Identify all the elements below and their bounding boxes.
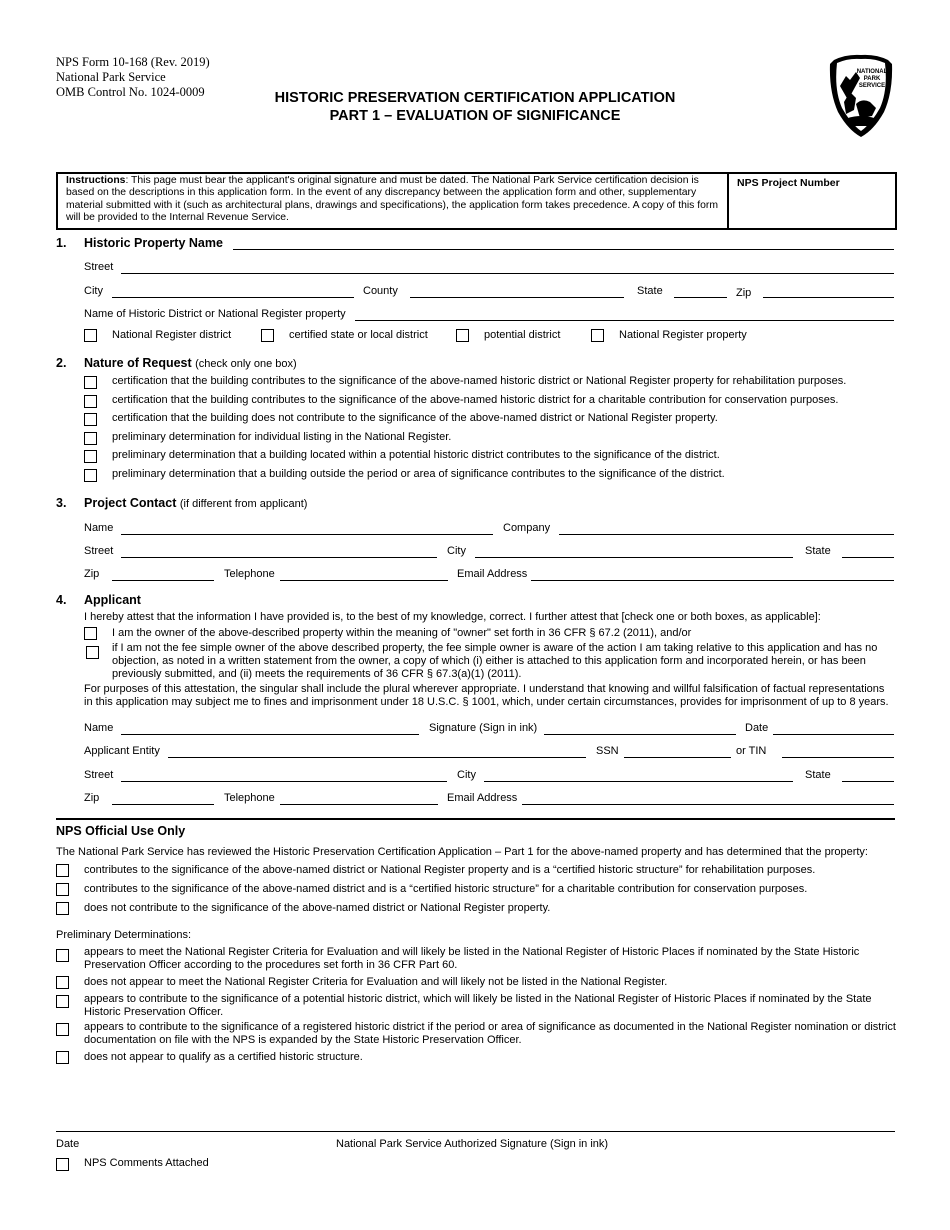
prelim-option-1-checkbox[interactable] <box>56 949 69 962</box>
applicant-street-label: Street <box>84 769 114 781</box>
state-label: State <box>637 285 663 297</box>
property-city-field[interactable] <box>112 297 354 298</box>
contact-email-label: Email Address <box>457 568 528 580</box>
instructions-text <box>66 175 721 225</box>
project-contact-note: (if different from applicant) <box>179 498 308 510</box>
preliminary-determinations-label: Preliminary Determinations: <box>56 929 192 941</box>
nps-arrowhead-logo <box>826 52 896 138</box>
request-option-4-label: preliminary determination for individual listing in the National Register. <box>112 431 452 443</box>
official-date-label: Date <box>56 1138 80 1150</box>
official-use-heading: NPS Official Use Only <box>56 824 186 838</box>
district-name-field[interactable] <box>355 320 894 321</box>
zip-label: Zip <box>736 287 752 299</box>
district-name-label: Name of Historic District or National Register property <box>84 308 346 320</box>
instructions-box <box>56 172 897 230</box>
applicant-state-label: State <box>805 769 831 781</box>
page-subtitle: PART 1 – EVALUATION OF SIGNIFICANCE <box>329 108 621 124</box>
request-option-3-label: certification that the building does not contribute to the significance of the above-named district or National Register property. <box>112 412 718 424</box>
contact-street-label: Street <box>84 545 114 557</box>
official-option-3-label: does not contribute to the significance of the above-named district or National Register property. <box>84 902 551 914</box>
property-zip-field[interactable] <box>763 297 894 298</box>
agency-name: National Park Service <box>56 70 166 84</box>
request-option-2-checkbox[interactable] <box>84 395 97 408</box>
official-option-2-label: contributes to the significance of the above-named district and is a “certified historic structure” for a charitable contribution for conservation purposes. <box>84 883 808 895</box>
historic-property-name-label: Historic Property Name <box>84 236 223 250</box>
request-option-6-checkbox[interactable] <box>84 469 97 482</box>
applicant-name-label: Name <box>84 722 114 734</box>
potential-district-checkbox[interactable] <box>456 329 469 342</box>
logo-text-service: SERVICE <box>858 83 886 89</box>
city-label: City <box>84 285 103 297</box>
property-state-field[interactable] <box>674 297 727 298</box>
official-option-1-checkbox[interactable] <box>56 864 69 877</box>
prelim-option-2-checkbox[interactable] <box>56 976 69 989</box>
national-register-district-label: National Register district <box>112 329 232 341</box>
certified-district-checkbox[interactable] <box>261 329 274 342</box>
tin-label: or TIN <box>736 745 767 757</box>
potential-district-label: potential district <box>484 329 561 341</box>
applicant-state-field[interactable] <box>842 781 894 782</box>
prelim-option-4-checkbox[interactable] <box>56 1023 69 1036</box>
page-title: HISTORIC PRESERVATION CERTIFICATION APPLICATION <box>274 90 676 106</box>
official-option-1-label: contributes to the significance of the above-named district or National Register property and is a “certified historic structure” for rehabilitation purposes. <box>84 864 816 876</box>
ssn-label: SSN <box>596 745 619 757</box>
fee-simple-statement: if I am not the fee simple owner of the above described property, the fee simple owner is aware of the action I am taking relative to this application and has no objection, as noted in a written statement from the owner, a copy of which (i) either is attached to this application form and incorporated herein, or has been previously submitted, and (ii) meets the requirements of 36 CFR § 67.3(a)(1) (2011). <box>112 642 878 680</box>
arrowhead-icon <box>826 52 896 138</box>
official-review-intro: The National Park Service has reviewed the Historic Preservation Certification Application – Part 1 for the above-named property and has determined that the property: <box>56 846 868 858</box>
official-signature-label: National Park Service Authorized Signature (Sign in ink) <box>336 1138 609 1150</box>
section-2-number: 2. <box>56 356 67 370</box>
prelim-option-5-checkbox[interactable] <box>56 1051 69 1064</box>
applicant-entity-label: Applicant Entity <box>84 745 160 757</box>
contact-telephone-field[interactable] <box>280 580 448 581</box>
applicant-signature-field[interactable] <box>544 734 736 735</box>
street-label: Street <box>84 261 114 273</box>
applicant-city-field[interactable] <box>484 781 793 782</box>
contact-street-field[interactable] <box>121 557 437 558</box>
fee-simple-checkbox[interactable] <box>86 646 99 659</box>
contact-city-field[interactable] <box>475 557 793 558</box>
applicant-signature-label: Signature (Sign in ink) <box>429 722 538 734</box>
request-option-6-label: preliminary determination that a building outside the period or area of significance contributes to the significance of the district. <box>112 468 725 480</box>
project-contact-title: Project Contact <box>84 496 177 510</box>
applicant-telephone-field[interactable] <box>280 804 438 805</box>
prelim-option-1-label: appears to meet the National Register Criteria for Evaluation and will likely be listed in the National Register of Historic Places if nominated by the State Historic Preservation Officer according to the procedures set forth in 36 CFR Part 60. <box>84 946 860 971</box>
applicant-email-field[interactable] <box>522 804 894 805</box>
applicant-street-field[interactable] <box>121 781 447 782</box>
applicant-city-label: City <box>457 769 476 781</box>
official-use-divider <box>56 818 895 820</box>
logo-text-park: PARK <box>863 76 881 82</box>
contact-zip-field[interactable] <box>112 580 214 581</box>
request-option-3-checkbox[interactable] <box>84 413 97 426</box>
nps-project-number-label: NPS Project Number <box>737 177 840 189</box>
applicant-name-field[interactable] <box>121 734 419 735</box>
applicant-entity-field[interactable] <box>168 757 586 758</box>
request-option-1-checkbox[interactable] <box>84 376 97 389</box>
nature-of-request-heading <box>84 356 297 370</box>
prelim-option-3-label: appears to contribute to the significance of a potential historic district, which will likely be listed in the National Register of Historic Places if nominated by the State Historic Preservation Officer. <box>84 993 872 1018</box>
contact-telephone-label: Telephone <box>224 568 275 580</box>
applicant-telephone-label: Telephone <box>224 792 275 804</box>
owner-checkbox[interactable] <box>84 627 97 640</box>
contact-city-label: City <box>447 545 466 557</box>
contact-state-field[interactable] <box>842 557 894 558</box>
owner-statement: I am the owner of the above-described property within the meaning of "owner" set forth in 36 CFR § 67.2 (2011), and/or <box>112 627 692 639</box>
property-name-field[interactable] <box>233 249 894 250</box>
applicant-zip-label: Zip <box>84 792 100 804</box>
national-register-district-checkbox[interactable] <box>84 329 97 342</box>
nps-comments-checkbox[interactable] <box>56 1158 69 1171</box>
property-county-field[interactable] <box>410 297 624 298</box>
contact-zip-label: Zip <box>84 568 100 580</box>
nps-comments-label: NPS Comments Attached <box>84 1157 209 1169</box>
contact-company-field[interactable] <box>559 534 894 535</box>
section-1-number: 1. <box>56 236 67 250</box>
official-option-2-checkbox[interactable] <box>56 883 69 896</box>
attestation-purposes-text: For purposes of this attestation, the singular shall include the plural wherever appropriate. I understand that knowing and willful falsification of factual representations in this application may subject me to fines and imprisonment under 18 U.S.C. § 1001, which, under certain circumstances, provides for imprisonment of up to 8 years. <box>84 683 889 708</box>
nature-of-request-note: (check only one box) <box>195 358 297 370</box>
section-3-number: 3. <box>56 496 67 510</box>
prelim-option-4-label: appears to contribute to the significance of a registered historic district if the period or area of significance as documented in the National Register nomination or district documentation on file with the NPS is expanded by the State Historic Preservation Officer. <box>84 1021 896 1046</box>
contact-name-label: Name <box>84 522 114 534</box>
project-contact-heading <box>84 496 307 510</box>
prelim-option-3-checkbox[interactable] <box>56 995 69 1008</box>
request-option-4-checkbox[interactable] <box>84 432 97 445</box>
tin-field[interactable] <box>782 757 894 758</box>
contact-email-field[interactable] <box>531 580 894 581</box>
request-option-1-label: certification that the building contributes to the significance of the above-named historic district or National Register property for rehabilitation purposes. <box>112 375 847 387</box>
contact-name-field[interactable] <box>121 534 493 535</box>
request-option-5-checkbox[interactable] <box>84 450 97 463</box>
applicant-date-field[interactable] <box>773 734 894 735</box>
request-option-5-label: preliminary determination that a building located within a potential historic district contributes to the significance of the district. <box>112 449 720 461</box>
contact-company-label: Company <box>503 522 551 534</box>
official-option-3-checkbox[interactable] <box>56 902 69 915</box>
property-street-field[interactable] <box>121 273 894 274</box>
logo-text-national: NATIONAL <box>856 69 888 75</box>
applicant-email-label: Email Address <box>447 792 518 804</box>
request-option-2-label: certification that the building contributes to the significance of the above-named historic district for a charitable contribution for conservation purposes. <box>112 394 839 406</box>
prelim-option-2-label: does not appear to meet the National Register Criteria for Evaluation and will likely not be listed in the National Register. <box>84 976 668 988</box>
instructions-body: : This page must bear the applicant's original signature and must be dated. The National Park Service certification decision is based on the descriptions in this application form. In the event of any discrepancy between the application form and other, supplementary material submitted with it (such as architectural plans, drawings and specifications), the application form takes precedence. A copy of this form will be provided to the Internal Revenue Service. <box>66 175 719 224</box>
prelim-option-5-label: does not appear to qualify as a certified historic structure. <box>84 1051 363 1063</box>
national-register-property-checkbox[interactable] <box>591 329 604 342</box>
applicant-date-label: Date <box>745 722 769 734</box>
instructions-label: Instructions <box>66 175 126 186</box>
nature-of-request-title: Nature of Request <box>84 356 192 370</box>
certified-district-label: certified state or local district <box>289 329 428 341</box>
contact-state-label: State <box>805 545 831 557</box>
section-4-number: 4. <box>56 593 67 607</box>
instructions-divider <box>727 174 729 228</box>
ssn-field[interactable] <box>624 757 731 758</box>
national-register-property-label: National Register property <box>619 329 747 341</box>
official-signature-line[interactable] <box>56 1131 895 1132</box>
form-id: NPS Form 10-168 (Rev. 2019) <box>56 55 210 69</box>
county-label: County <box>363 285 398 297</box>
applicant-zip-field[interactable] <box>112 804 214 805</box>
omb-control-number: OMB Control No. 1024-0009 <box>56 85 205 99</box>
attestation-text: I hereby attest that the information I have provided is, to the best of my knowledge, correct. I further attest that [check one or both boxes, as applicable]: <box>84 611 821 623</box>
applicant-heading: Applicant <box>84 593 141 607</box>
